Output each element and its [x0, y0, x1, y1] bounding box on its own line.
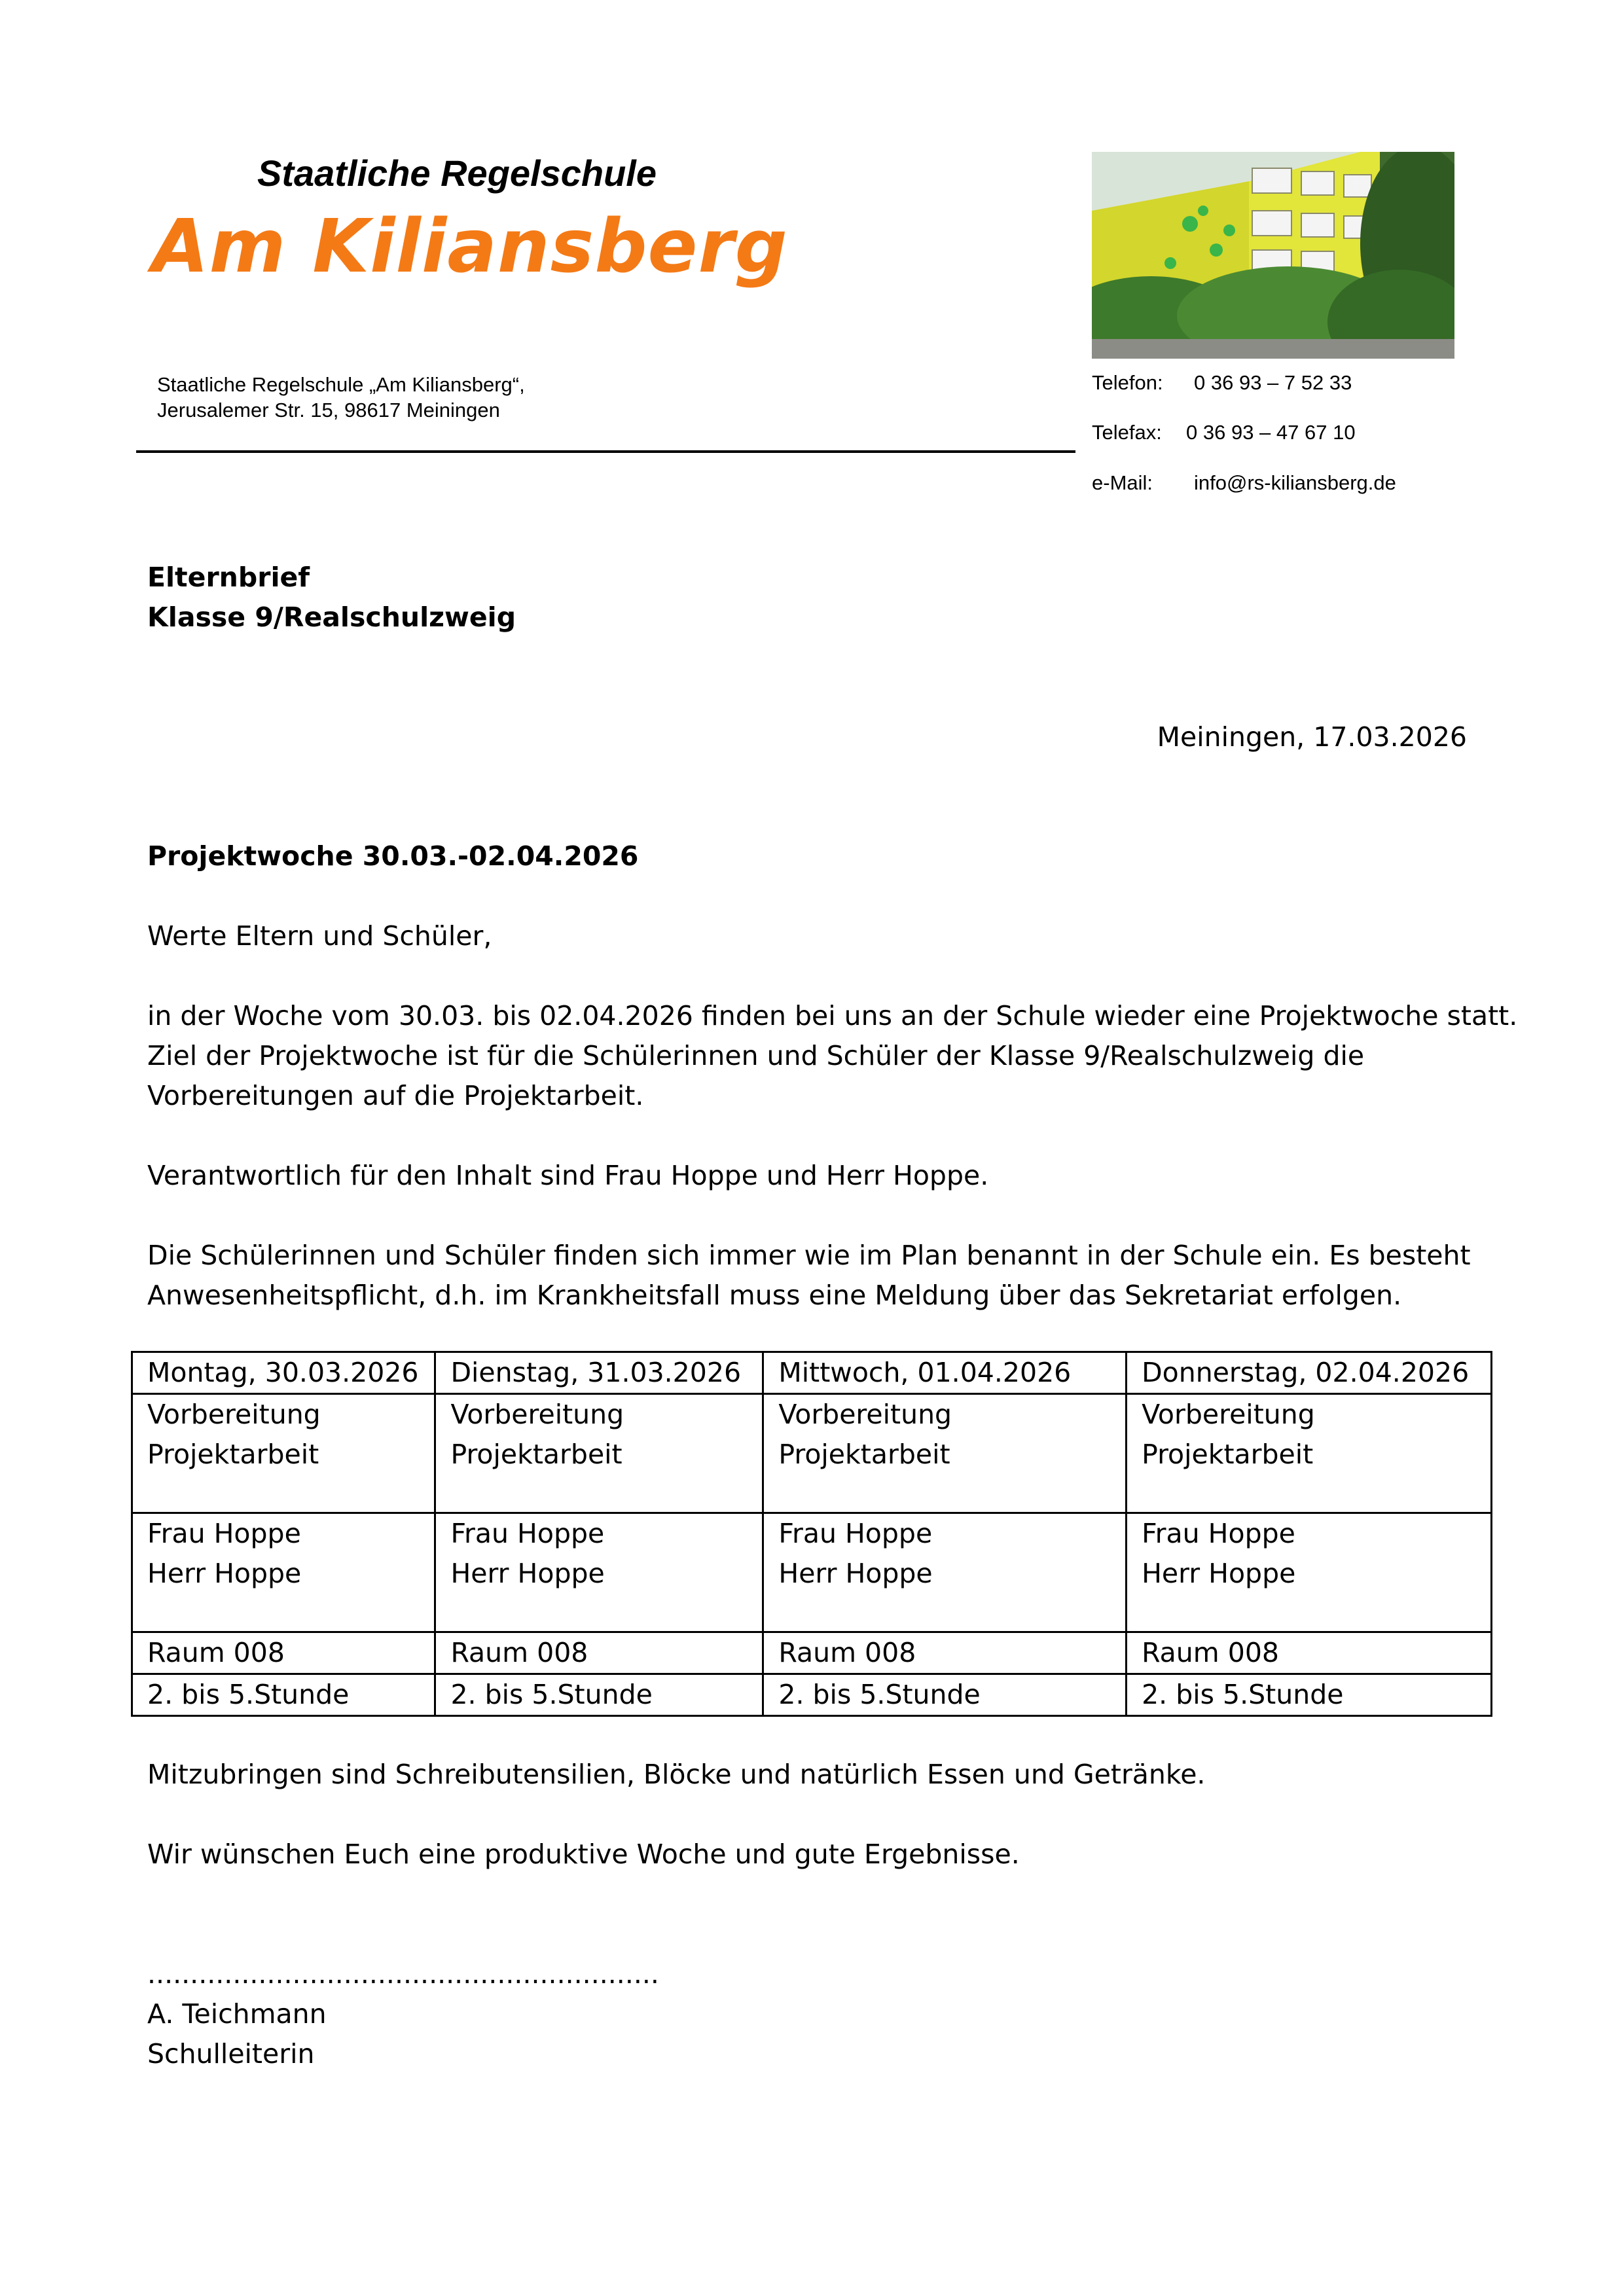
subject: [147, 558, 516, 637]
place-date: Meiningen, 17.03.2026: [1157, 721, 1467, 753]
wishes-text: Wir wünschen Euch eine produktive Woche und gute Ergebnisse.: [147, 1839, 1020, 1870]
table-row-teachers: [132, 1513, 1492, 1632]
letter-heading: Projektwoche 30.03.-02.04.2026: [147, 840, 639, 872]
teacher-cell: [132, 1513, 435, 1632]
topic-cell: [763, 1394, 1127, 1513]
signer-role: Schulleiterin: [147, 2038, 315, 2070]
paragraph-line: Die Schülerinnen und Schüler finden sich immer wie im Plan benannt in der Schule ein. Es besteht: [147, 1240, 1471, 1271]
teacher-name: Herr Hoppe: [147, 1558, 302, 1589]
address-line-2: Jerusalemer Str. 15, 98617 Meiningen: [157, 399, 500, 422]
teacher-name: Herr Hoppe: [778, 1558, 933, 1589]
header-divider: [136, 450, 1075, 453]
topic-line: Projektarbeit: [147, 1439, 319, 1470]
phone-value: 0 36 93 – 7 52 33: [1194, 371, 1352, 394]
fax-line: [1092, 421, 1356, 444]
teacher-name: Frau Hoppe: [147, 1518, 301, 1549]
topic-cell: [435, 1394, 763, 1513]
topic-line: Projektarbeit: [778, 1439, 950, 1470]
teacher-cell: [1127, 1513, 1492, 1632]
sender-address: [157, 372, 525, 423]
day-header: Mittwoch, 01.04.2026: [763, 1352, 1127, 1394]
email-line: [1092, 471, 1396, 495]
paragraph-line: Anwesenheitspflicht, d.h. im Krankheitsfall muss eine Meldung über das Sekretariat erfolgen.: [147, 1280, 1402, 1311]
hours-cell: 2. bis 5.Stunde: [763, 1674, 1127, 1716]
signature-block: [147, 1954, 659, 2074]
email-label: e-Mail:: [1092, 471, 1153, 494]
paragraph-line: in der Woche vom 30.03. bis 02.04.2026 finden bei uns an der Schule wieder eine Projektwoche statt.: [147, 1000, 1518, 1031]
teacher-name: Herr Hoppe: [450, 1558, 605, 1589]
topic-line: Vorbereitung: [778, 1399, 952, 1430]
subject-line-1: Elternbrief: [147, 562, 310, 593]
address-line-1: Staatliche Regelschule „Am Kiliansberg“,: [157, 373, 525, 396]
topic-line: Vorbereitung: [147, 1399, 321, 1430]
topic-line: Vorbereitung: [1142, 1399, 1315, 1430]
subject-line-2: Klasse 9/Realschulzweig: [147, 601, 516, 633]
room-cell: Raum 008: [132, 1632, 435, 1674]
teacher-cell: [763, 1513, 1127, 1632]
room-cell: Raum 008: [435, 1632, 763, 1674]
topic-cell: [132, 1394, 435, 1513]
topic-cell: [1127, 1394, 1492, 1513]
signer-name: A. Teichmann: [147, 1998, 327, 2030]
phone-label: Telefon:: [1092, 371, 1163, 394]
topic-line: Projektarbeit: [450, 1439, 623, 1470]
school-type-title: Staatliche Regelschule: [257, 152, 657, 194]
schedule-table: [131, 1351, 1492, 1717]
room-cell: Raum 008: [1127, 1632, 1492, 1674]
hours-cell: 2. bis 5.Stunde: [1127, 1674, 1492, 1716]
school-name-logo: Am Kiliansberg: [152, 204, 788, 289]
paragraph-responsible: Verantwortlich für den Inhalt sind Frau Hoppe und Herr Hoppe.: [147, 1160, 989, 1191]
day-header: Dienstag, 31.03.2026: [435, 1352, 763, 1394]
teacher-name: Frau Hoppe: [1142, 1518, 1295, 1549]
teacher-name: Frau Hoppe: [450, 1518, 605, 1549]
day-header: Montag, 30.03.2026: [132, 1352, 435, 1394]
teacher-name: Herr Hoppe: [1142, 1558, 1296, 1589]
topic-line: Projektarbeit: [1142, 1439, 1314, 1470]
paragraph-intro: [147, 996, 1517, 1116]
paragraph-line: Vorbereitungen auf die Projektarbeit.: [147, 1080, 644, 1111]
fax-label: Telefax:: [1092, 421, 1162, 444]
table-row-hours: [132, 1674, 1492, 1716]
fax-value: 0 36 93 – 47 67 10: [1186, 421, 1356, 444]
paragraph-line: Ziel der Projektwoche ist für die Schülerinnen und Schüler der Klasse 9/Realschulzweig die: [147, 1040, 1365, 1071]
room-cell: Raum 008: [763, 1632, 1127, 1674]
topic-line: Vorbereitung: [450, 1399, 624, 1430]
table-row-days: [132, 1352, 1492, 1394]
day-header: Donnerstag, 02.04.2026: [1127, 1352, 1492, 1394]
salutation: Werte Eltern und Schüler,: [147, 920, 492, 952]
table-row-room: [132, 1632, 1492, 1674]
teacher-name: Frau Hoppe: [778, 1518, 933, 1549]
table-row-topic: [132, 1394, 1492, 1513]
bring-items-text: Mitzubringen sind Schreibutensilien, Blöcke und natürlich Essen und Getränke.: [147, 1759, 1206, 1790]
email-value[interactable]: info@rs-kiliansberg.de: [1194, 471, 1396, 494]
phone-line: [1092, 371, 1352, 395]
paragraph-attendance: [147, 1236, 1471, 1316]
hours-cell: 2. bis 5.Stunde: [132, 1674, 435, 1716]
hours-cell: 2. bis 5.Stunde: [435, 1674, 763, 1716]
signature-line: ............................................................: [147, 1958, 659, 1990]
teacher-cell: [435, 1513, 763, 1632]
school-building-photo: [1092, 152, 1454, 359]
